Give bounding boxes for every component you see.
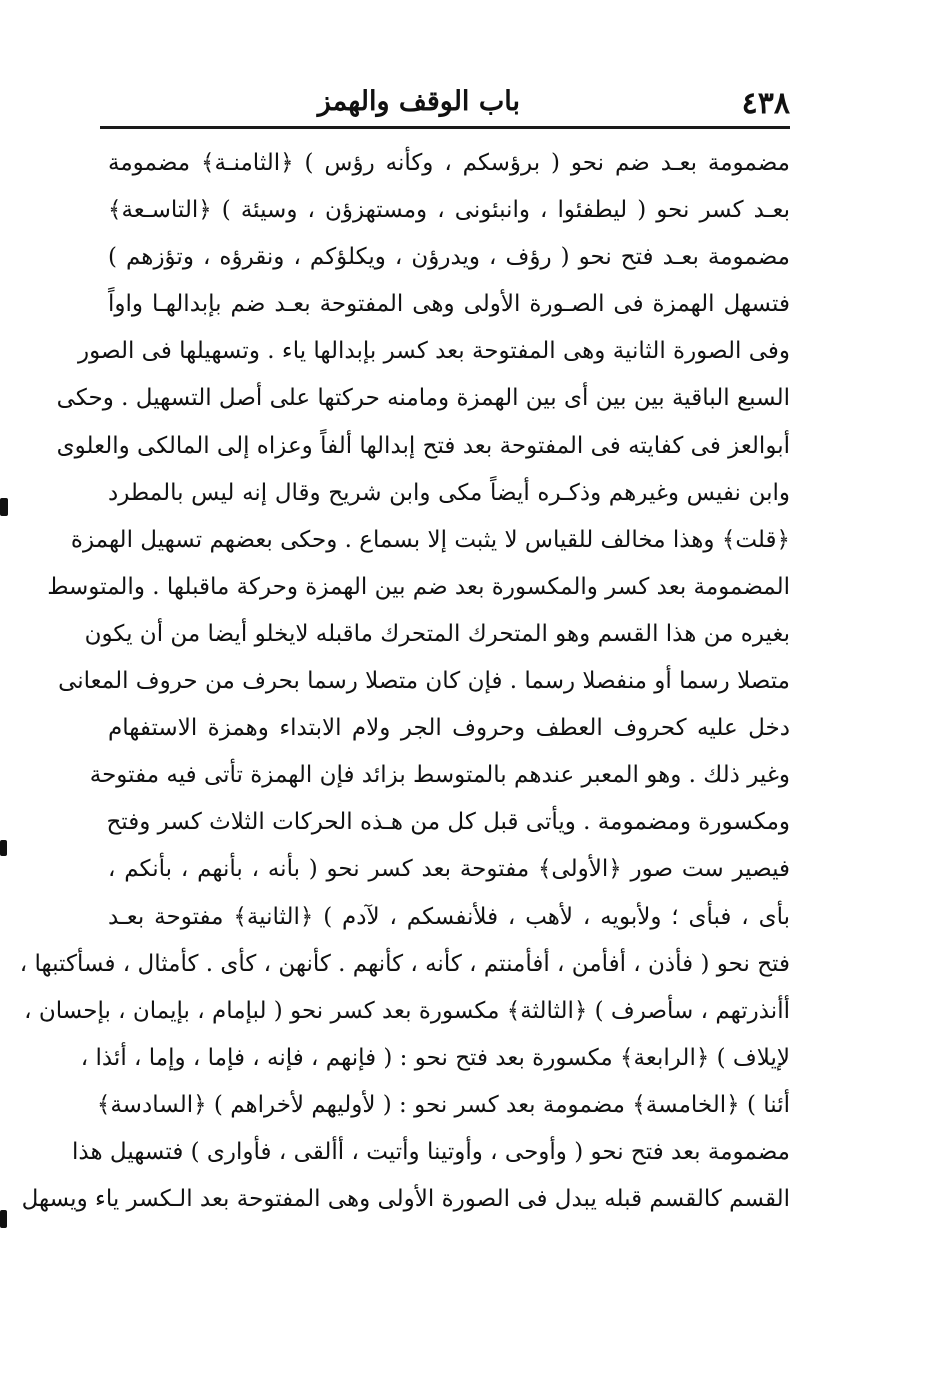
text-line: ﴿قلت﴾ وهذا مخالف للقياس لا يثبت إلا بسماع . وحكى بعضهم تسهيل الهمزة — [70, 526, 790, 553]
text-line: فيصير ست صور ﴿الأولى﴾ مفتوحة بعد كسر نحو ( بأنه ، بأنهم ، بأنكم ، — [108, 856, 790, 883]
text-line: السبع الباقية بين بين أى بين الهمزة ومامنه حركتها على أصل التسهيل . وحكى — [56, 385, 790, 412]
body-text — [19, 140, 790, 1223]
text-line: المضمومة بعد كسر والمكسورة بعد ضم بين الهمزة وحركة ماقبلها . والمتوسط — [47, 573, 790, 600]
text-line: بأى ، فبأى ؛ ولأبويه ، لأهب ، فلأنفسكم ، لآدم ) ﴿الثانية﴾ مفتوحة بعـد — [108, 903, 790, 930]
text-line: وابن نفيس وغيرهم وذكـره أيضاً مكى وابن شريح وقال إنه ليس بالمطرد — [108, 479, 790, 506]
header-rule — [100, 126, 790, 129]
text-line: أبوالعز فى كفايته فى المفتوحة بعد فتح إبدالها ألفاً وعزاه إلى المالكى والعلوى — [56, 432, 790, 459]
text-line: بعـد كسر نحو ( ليطفئوا ، وانبئونى ، ومستهزؤن ، وسيئة ) ﴿التاسـعة﴾ — [108, 197, 790, 224]
scan-edge-mark — [0, 840, 7, 856]
text-line: أأنذرتهم ، سأصرف ) ﴿الثالثة﴾ مكسورة بعد كسر نحو ( لبإمام ، بإيمان ، بإحسان ، — [24, 997, 790, 1024]
page-number: ٤٣٨ — [741, 86, 790, 121]
text-line: فتسهل الهمزة فى الصـورة الأولى وهى المفتوحة بعـد ضم بإبدالهـا واواً — [108, 291, 790, 318]
text-line: متصلا رسما أو منفصلا رسما . فإن كان متصلا رسما بحرف من حروف المعانى — [58, 668, 790, 695]
text-line: لإيلاف ) ﴿الرابعة﴾ مكسورة بعد فتح نحو : ( فإنهم ، فإنه ، فإما ، وإما ، أئذا ، — [80, 1044, 790, 1071]
page-header — [100, 80, 790, 126]
running-title: باب الوقف والهمز — [317, 86, 520, 117]
text-line: ومكسورة ومضمومة . ويأتى قبل كل من هـذه الحركات الثلاث كسر وفتح — [106, 809, 790, 836]
text-line: القسم كالقسم قبله يبدل فى الصورة الأولى وهى المفتوحة بعد الـكسر ياء ويسهل — [21, 1186, 790, 1213]
text-line: مضمومة بعد فتح نحو ( وأوحى ، وأوتينا وأتيت ، أألقى ، فأوارى ) فتسهيل هذا — [72, 1138, 790, 1165]
scan-edge-mark — [0, 1210, 7, 1228]
text-line: وفى الصورة الثانية وهى المفتوحة بعد كسر بإبدالها ياء . وتسهيلها فى الصور — [78, 338, 790, 365]
text-line: مضمومة بعـد ضم نحو ( برؤسكم ، وكأنه رؤس ) ﴿الثامنـة﴾ مضمومة — [108, 150, 790, 176]
text-line: فتح نحو ( فأذن ، أفأمن ، أفأمنتم ، كأنه ، كأنهم . كأنهن ، كأى . كأمثال ، فسأكتبها ، — [19, 950, 790, 977]
text-line: مضمومة بعـد فتح نحو ( رؤف ، ويدرؤن ، ويكلؤكم ، ونقرؤه ، وتؤزهم ) — [108, 244, 790, 271]
scan-edge-mark — [0, 498, 8, 516]
text-line: أئنا ) ﴿الخامسة﴾ مضمومة بعد كسر نحو : ( لأوليهم لأخراهم ) ﴿السادسة﴾ — [96, 1091, 790, 1118]
text-line: دخل عليه كحروف العطف وحروف الجر ولام الابتداء وهمزة الاستفهام — [108, 715, 790, 742]
text-line: بغيره من هذا القسم وهو المتحرك المتحرك ماقبله لايخلو أيضا من أن يكون — [84, 620, 790, 647]
text-line: وغير ذلك . وهو المعبر عندهم بالمتوسط بزائد فإن الهمزة تأتى فيه مفتوحة — [89, 762, 790, 789]
